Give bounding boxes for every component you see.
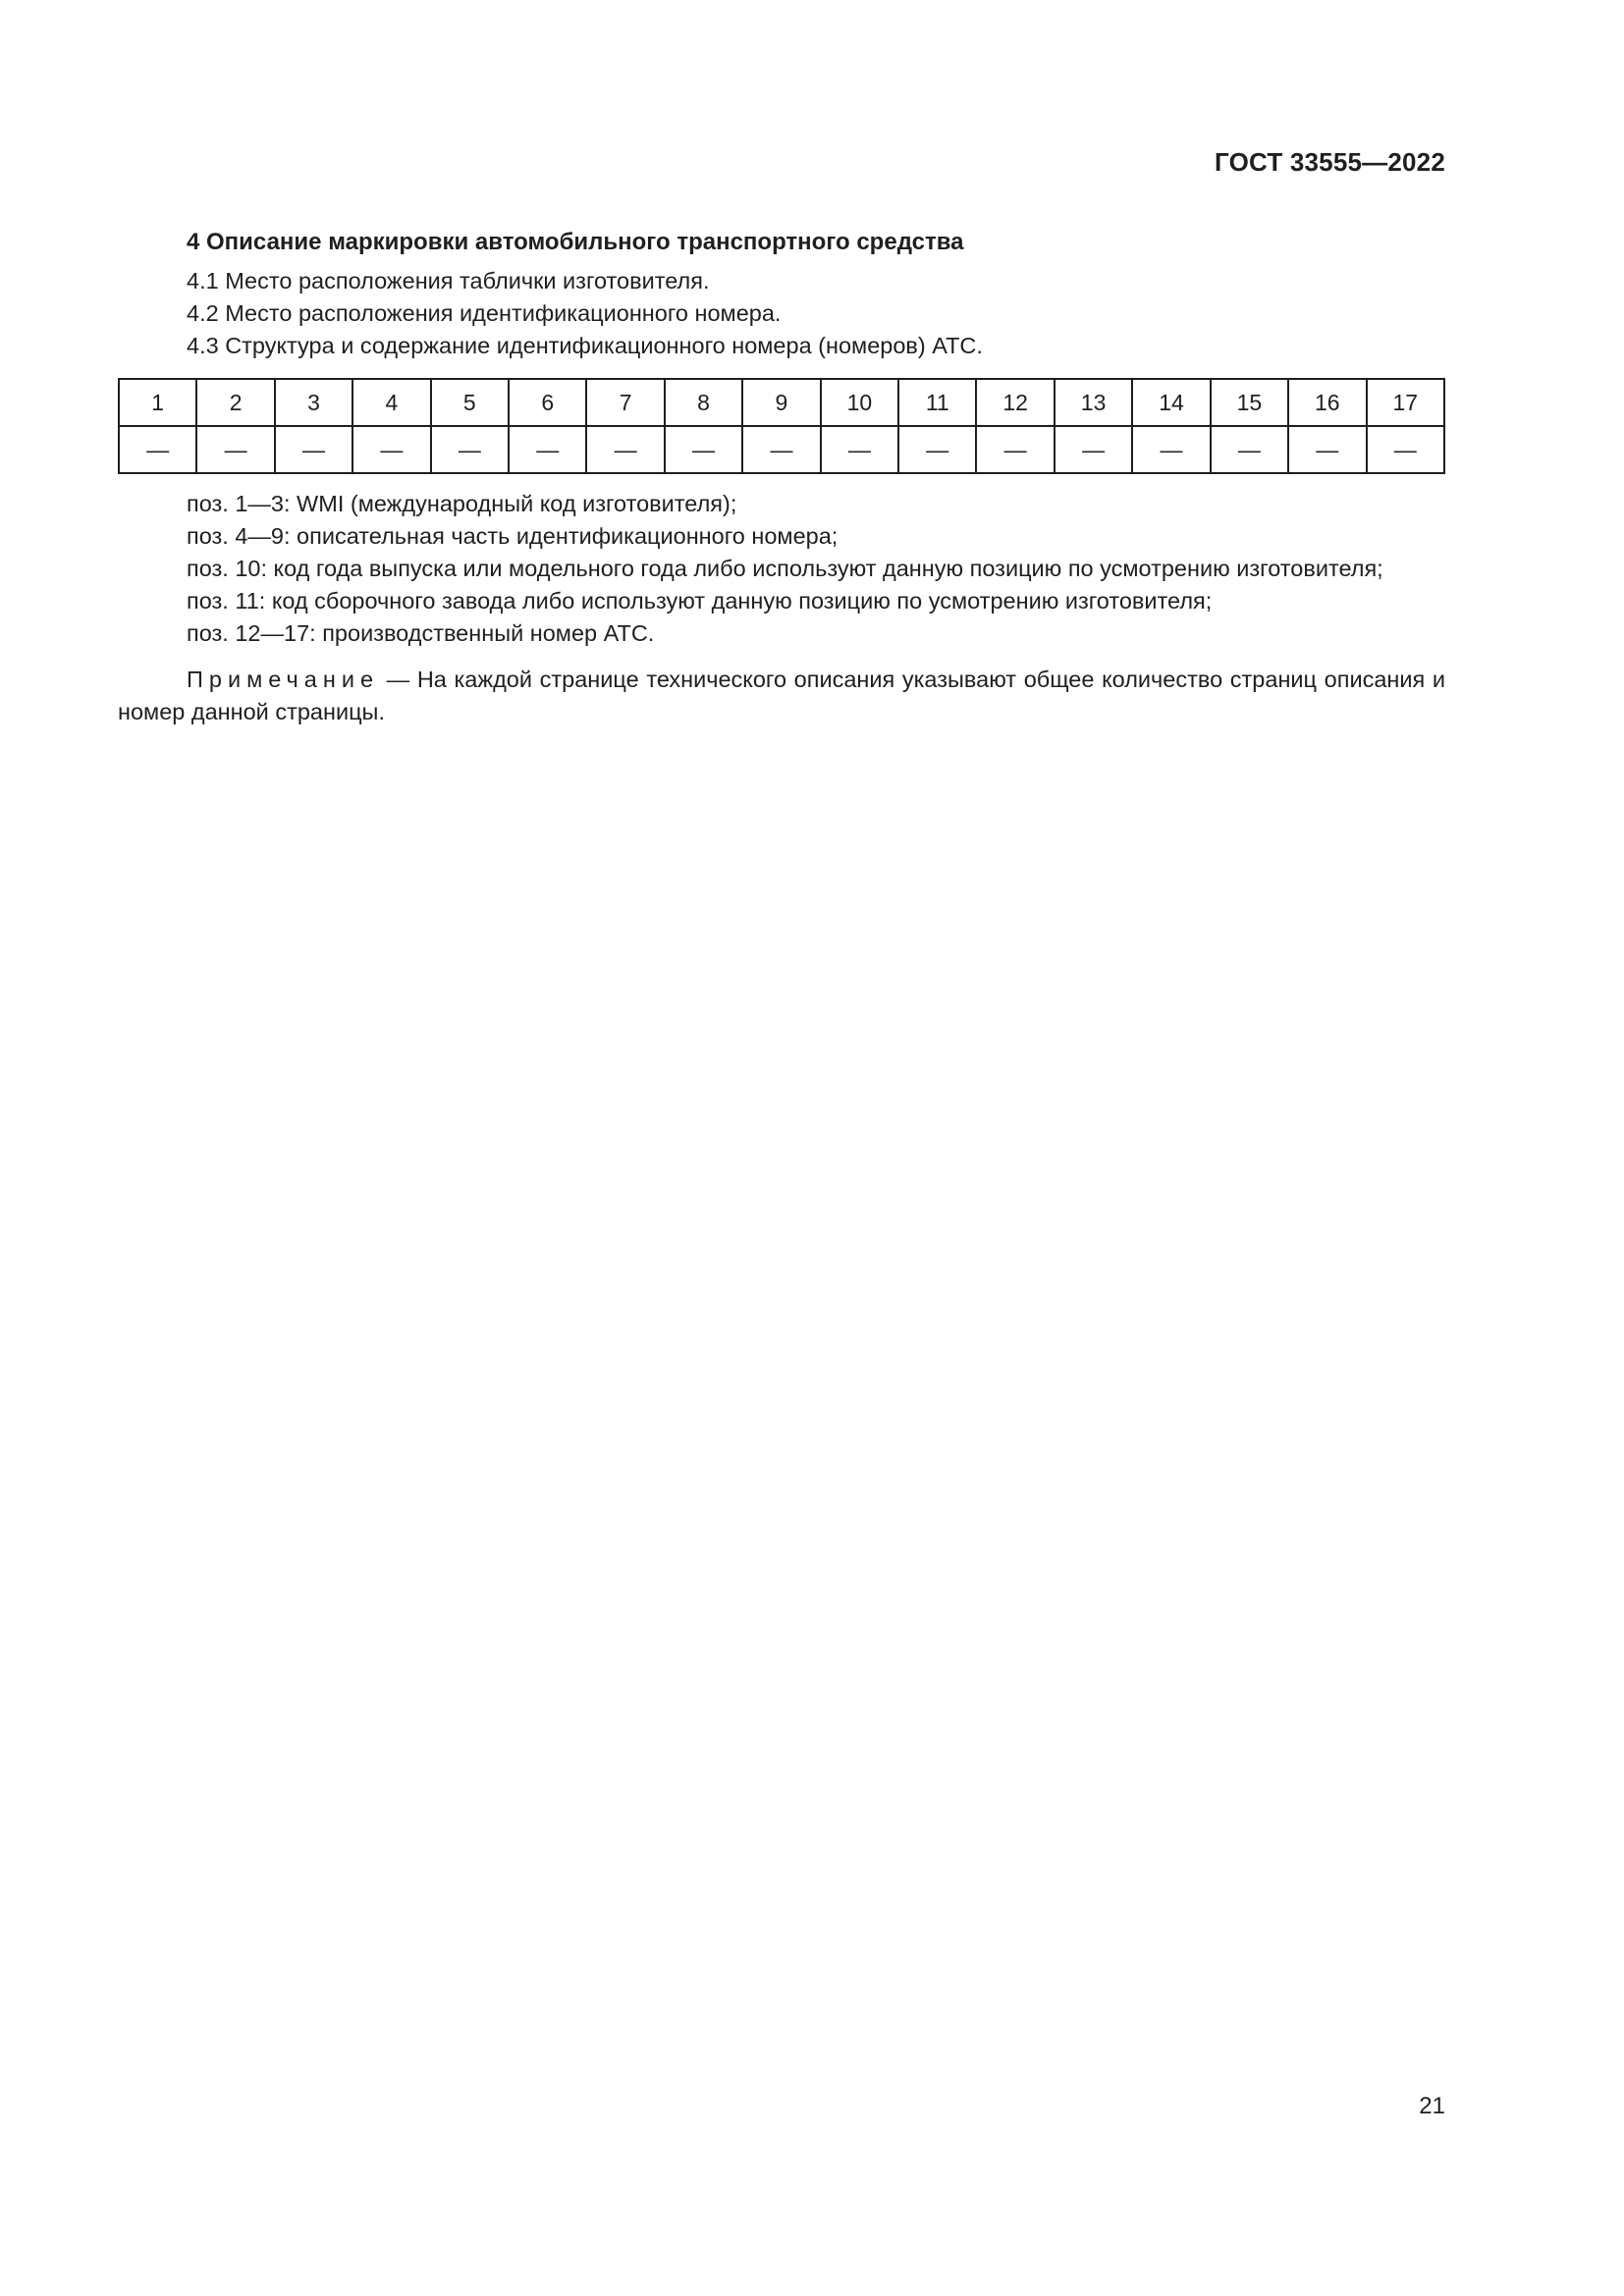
position-cell: 9 [742,379,820,426]
position-cell: 2 [196,379,274,426]
vin-structure-table [118,378,1445,474]
position-cell: 8 [665,379,742,426]
value-cell: — [821,426,898,473]
position-cell: 4 [352,379,430,426]
value-cell: — [1055,426,1132,473]
position-cell: 5 [431,379,509,426]
legend-item-12-17: поз. 12—17: производственный номер АТС. [187,620,655,646]
value-cell: — [1211,426,1288,473]
position-cell: 11 [898,379,976,426]
page-content [118,226,1445,752]
value-cell: — [586,426,664,473]
position-cell: 3 [275,379,352,426]
note-text: На каждой странице технического описания указывают общее количество страниц описания и номер данной страницы. [118,667,1445,724]
value-cell: — [196,426,274,473]
value-cell: — [1288,426,1366,473]
legend-item-11: поз. 11: код сборочного завода либо используют данную позицию по усмотрению изготовителя; [187,588,1213,614]
document-code: ГОСТ 33555—2022 [1215,147,1445,177]
value-cell: — [976,426,1054,473]
position-cell: 14 [1132,379,1210,426]
position-cell: 10 [821,379,898,426]
value-cell: — [898,426,976,473]
paragraph-4-2: 4.2 Место расположения идентификационного номера. [187,300,782,326]
value-cell: — [509,426,586,473]
legend-item-4-9: поз. 4—9: описательная часть идентификационного номера; [187,523,839,549]
page-number: 21 [1419,2093,1445,2119]
value-cell: — [665,426,742,473]
position-cell: 12 [976,379,1054,426]
position-cell: 13 [1055,379,1132,426]
table-row-values [119,426,1444,473]
note-label: Примечание [187,667,380,692]
legend-item-10: поз. 10: код года выпуска или модельного года либо используют данную позицию по усмотрению изготовителя; [187,556,1383,581]
position-cell: 16 [1288,379,1366,426]
value-cell: — [275,426,352,473]
position-cell: 6 [509,379,586,426]
paragraph-4-3: 4.3 Структура и содержание идентификационного номера (номеров) АТС. [187,333,983,358]
note [118,664,1445,728]
legend-item-1-3: поз. 1—3: WMI (международный код изготовителя); [187,491,737,516]
position-cell: 7 [586,379,664,426]
paragraph-4-1: 4.1 Место расположения таблички изготовителя. [187,268,710,294]
position-cell: 1 [119,379,196,426]
note-dash: — [379,667,417,692]
table-row-positions [119,379,1444,426]
position-cell: 15 [1211,379,1288,426]
position-cell: 17 [1367,379,1445,426]
value-cell: — [352,426,430,473]
section-title: 4 Описание маркировки автомобильного транспортного средства [187,229,964,255]
value-cell: — [742,426,820,473]
value-cell: — [1132,426,1210,473]
value-cell: — [431,426,509,473]
value-cell: — [119,426,196,473]
value-cell: — [1367,426,1445,473]
